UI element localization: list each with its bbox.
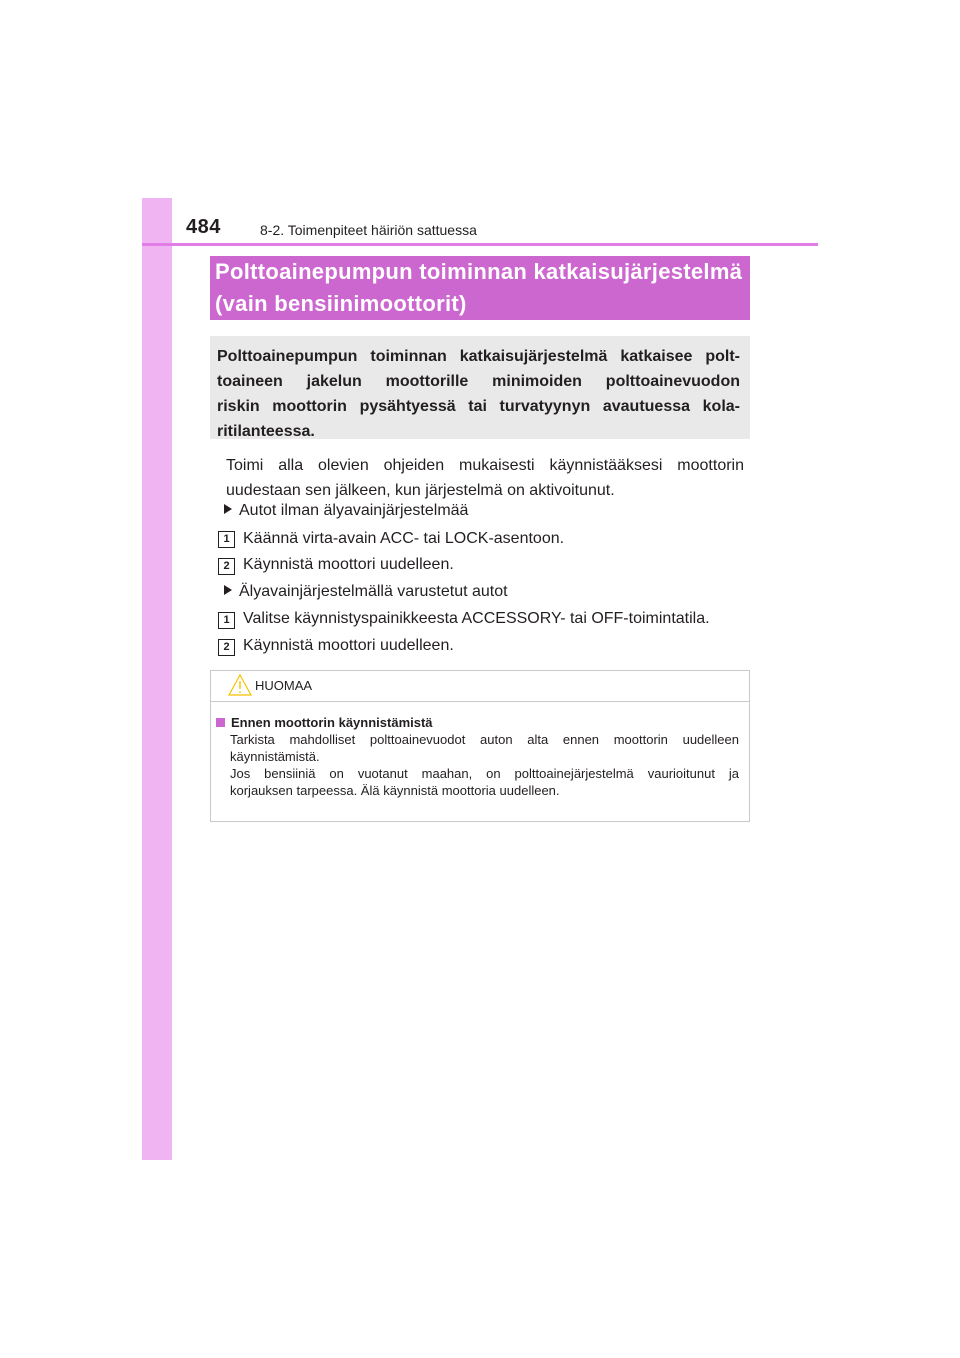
notice-text	[216, 731, 739, 799]
notice-box	[210, 670, 750, 822]
header-divider	[142, 243, 818, 246]
section-heading-smart-key	[224, 583, 508, 601]
topic-title-line-1: Polttoainepumpun toiminnan katkaisujärjestelmä	[215, 259, 743, 284]
topic-title	[210, 256, 750, 320]
step-text: Valitse käynnistyspainikkeesta ACCESSORY- tai OFF-toimintatila.	[243, 610, 710, 627]
page-number: 484	[186, 216, 221, 238]
section-heading-text: Älyavainjärjestelmällä varustetut autot	[239, 583, 508, 600]
notice-line: korjauksen tarpeessa. Älä käynnistä moottoria uudelleen.	[230, 783, 560, 798]
notice-label: HUOMAA	[255, 678, 313, 693]
section-heading-text: Autot ilman älyavainjärjestelmää	[239, 502, 469, 519]
section-title: 8-2. Toimenpiteet häiriön sattuessa	[260, 222, 477, 238]
step-number-badge: 2	[218, 639, 235, 656]
step-number-badge: 2	[218, 558, 235, 575]
triangle-right-icon	[224, 585, 232, 595]
intro-line: Polttoainepumpun toiminnan katkaisujärjestelmä katkaisee polt-	[217, 348, 740, 365]
square-bullet-icon	[216, 718, 225, 727]
notice-line: Jos bensiiniä on vuotanut maahan, on polttoainejärjestelmä vaurioitunut ja	[230, 766, 739, 781]
triangle-right-icon	[224, 504, 232, 514]
notice-header	[211, 671, 749, 702]
body-line: uudestaan sen jälkeen, kun järjestelmä on aktivoitunut.	[226, 482, 615, 499]
side-strip	[142, 198, 172, 1160]
topic-title-line-2: (vain bensiinimoottorit)	[215, 291, 467, 316]
step-number-badge: 1	[218, 531, 235, 548]
body-paragraph	[226, 453, 744, 503]
section-heading-no-smart-key	[224, 502, 468, 520]
step-text: Käynnistä moottori uudelleen.	[243, 556, 454, 573]
warning-triangle-icon	[227, 673, 253, 697]
notice-line: käynnistämistä.	[230, 749, 320, 764]
step-number-badge: 1	[218, 612, 235, 629]
intro-line: riskin moottorin pysähtyessä tai turvatyynyn avautuessa kola-	[217, 398, 740, 415]
notice-line: Tarkista mahdolliset polttoainevuodot auton alta ennen moottorin uudelleen	[230, 732, 739, 747]
intro-summary	[210, 336, 750, 439]
body-line: Toimi alla olevien ohjeiden mukaisesti käynnistääksesi moottorin	[226, 457, 744, 474]
intro-line: toaineen jakelun moottorille minimoiden polttoainevuodon	[217, 373, 740, 390]
notice-title-text: Ennen moottorin käynnistämistä	[231, 715, 433, 730]
notice-body	[211, 702, 749, 799]
step-text: Käännä virta-avain ACC- tai LOCK-asentoon.	[243, 530, 565, 547]
intro-line: ritilanteessa.	[217, 423, 315, 440]
notice-title	[216, 714, 739, 731]
step-text: Käynnistä moottori uudelleen.	[243, 637, 454, 654]
